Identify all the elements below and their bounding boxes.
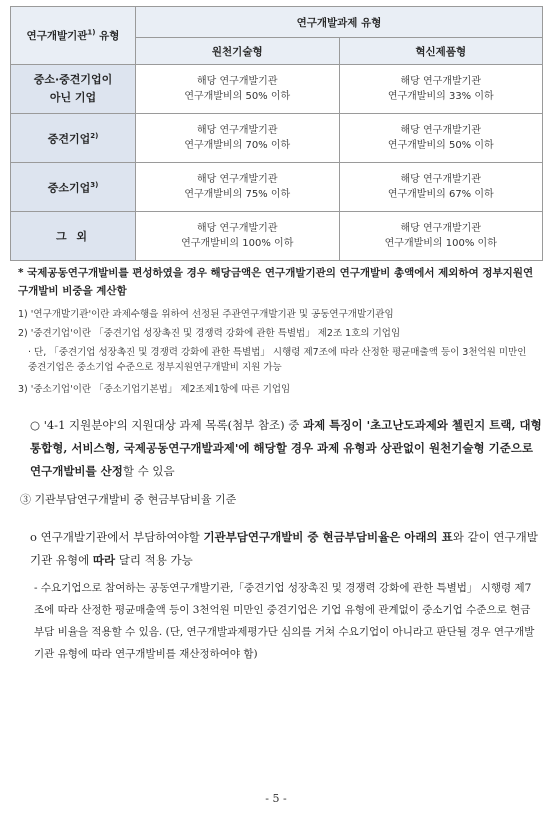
o-bullet: o <box>30 530 37 544</box>
page-number: - 5 - <box>265 792 287 805</box>
table-cell: 해당 연구개발기관 연구개발비의 100% 이하 <box>136 212 340 261</box>
table-cell: 해당 연구개발기관 연구개발비의 70% 이하 <box>136 114 340 163</box>
paragraph-cash-ratio <box>30 526 544 572</box>
para2-text-2: 와 같이 연구개발기관 유형에 <box>30 530 538 567</box>
para2-bold-2: 따라 <box>92 553 116 567</box>
table-cell: 해당 연구개발기관 연구개발비의 33% 이하 <box>339 65 543 114</box>
footnote-2: 2) '중견기업'이란 「중견기업 성장촉진 및 경쟁력 강화에 관한 특별법」 제2조 1호의 기업임 <box>18 328 401 339</box>
footnote-3: 3) '중소기업'이란 「중소기업기본법」 제2조제1항에 따른 기업임 <box>18 384 291 395</box>
row-label: 그 외 <box>11 212 136 261</box>
table-row <box>11 163 543 212</box>
row-label <box>11 114 136 163</box>
table-cell: 해당 연구개발기관 연구개발비의 67% 이하 <box>339 163 543 212</box>
funding-ratio-table <box>10 6 543 261</box>
row-header-sup: 1) <box>87 28 96 37</box>
para2-text-1: 연구개발기관에서 부담하여야할 <box>36 530 204 544</box>
table-cell: 해당 연구개발기관 연구개발비의 50% 이하 <box>339 114 543 163</box>
table-cell: 해당 연구개발기관 연구개발비의 75% 이하 <box>136 163 340 212</box>
paragraph-demand-company: - 수요기업으로 참여하는 공동연구개발기관,「중견기업 성장촉진 및 경쟁력 강화에 관한 특별법」 시행령 제7조에 따라 산정한 평균매출액 등이 3천억원 미만인 중견기업은 기업 유형에 관계없이 중소기업 수준으로 현금부담 비율을 적용할 수 있음. (단, 연구개발과제평가단 심의를 거쳐 수요기업이 아니라고 판단될 경우 연구개발기관 유형에 따라 연구개발비를 재산정하여야 함) <box>34 582 535 660</box>
paragraph-challenge-tracks <box>30 414 544 483</box>
table-cell: 해당 연구개발기관 연구개발비의 100% 이하 <box>339 212 543 261</box>
row-label <box>11 163 136 212</box>
circle-bullet: ○ <box>30 418 41 432</box>
section-heading-cash-ratio: ③ 기관부담연구개발비 중 현금부담비율 기준 <box>20 493 237 506</box>
footnote-2-subnote: · 단, 「중견기업 성장촉진 및 경쟁력 강화에 관한 특별법」 시행령 제7조에 따라 산정한 평균매출액 등이 3천억원 미만인 중견기업은 중소기업 수준으로 정부지원연구개발비 지원 가능 <box>28 347 527 373</box>
para2-text-3: 달리 적용 가능 <box>115 553 193 567</box>
row-header-cell <box>11 7 136 65</box>
row-label-text: 중견기업 <box>47 132 91 146</box>
para1-text-1: '4-1 지원분야'의 지원대상 과제 목록(첨부 참조) 중 <box>40 418 304 432</box>
row-label-sup: 2) <box>90 132 99 141</box>
row-label: 중소·중견기업이 아닌 기업 <box>11 65 136 114</box>
col-header-innovative-product: 혁신제품형 <box>339 38 543 65</box>
table-row <box>11 212 543 261</box>
para2-bold-1: 기관부담연구개발비 중 현금부담비율은 아래의 표 <box>203 530 453 544</box>
group-header: 연구개발과제 유형 <box>136 7 543 38</box>
footnote-1: 1) '연구개발기관'이란 과제수행을 위하여 선정된 주관연구개발기관 및 공동연구개발기관임 <box>18 309 394 320</box>
para1-text-2: 할 수 있음 <box>122 464 175 478</box>
row-label-sup: 3) <box>90 181 99 190</box>
para1-bold: 과제 특징이 '초고난도과제와 첼린지 트랙, 대형통합형, 서비스형, 국제공동연구개발과제'에 해당할 경우 과제 유형과 상관없이 원천기술형 기준으로 연구개발비를 산정 <box>30 418 542 478</box>
row-header-label: 연구개발기관 <box>26 30 88 42</box>
table-cell: 해당 연구개발기관 연구개발비의 50% 이하 <box>136 65 340 114</box>
table-row <box>11 114 543 163</box>
table-row <box>11 65 543 114</box>
row-header-suffix: 유형 <box>95 30 120 42</box>
col-header-basic-tech: 원천기술형 <box>136 38 340 65</box>
star-note: * 국제공동연구개발비를 편성하였을 경우 해당금액은 연구개발기관의 연구개발비 총액에서 제외하여 정부지원연구개발비 비중을 계산함 <box>18 267 534 297</box>
row-label-text: 중소기업 <box>47 181 91 195</box>
